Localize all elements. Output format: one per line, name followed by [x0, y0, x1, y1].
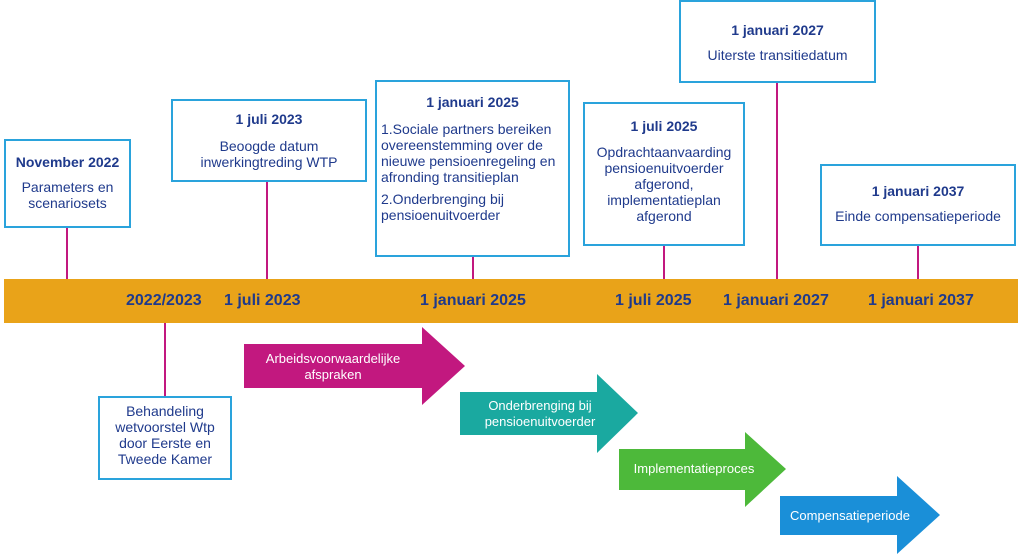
milestone-date: November 2022 — [15, 154, 120, 170]
phase-label-arbeidsvoorwaardelijke: Arbeidsvoorwaardelijke afspraken — [265, 351, 401, 382]
timeline-label-januari-2037: 1 januari 2037 — [868, 292, 974, 309]
milestone-desc-1: 1.Sociale partners bereiken overeenstemming over de nieuwe pensioenregeling en afronding transitieplan — [381, 121, 556, 185]
timeline-label-juli-2025: 1 juli 2025 — [615, 292, 692, 309]
milestone-date: 1 juli 2023 — [235, 111, 303, 127]
milestone-date: 1 januari 2025 — [426, 94, 519, 110]
timeline-label-januari-2027: 1 januari 2027 — [723, 292, 829, 309]
milestone-date: 1 januari 2037 — [871, 183, 965, 199]
phase-label-onderbrenging: Onderbrenging bij pensioenuitvoerder — [484, 398, 596, 429]
milestone-desc: Parameters en scenariosets — [21, 179, 114, 211]
milestone-date: 1 januari 2027 — [731, 22, 824, 38]
timeline-label-2022-2023: 2022/2023 — [126, 292, 202, 309]
milestone-desc: Beoogde datum inwerkingtreding WTP — [200, 138, 338, 170]
timeline-label-juli-2023: 1 juli 2023 — [224, 292, 301, 309]
phase-label-compensatie: Compensatieperiode — [790, 508, 910, 523]
phase-label-implementatie: Implementatieproces — [633, 461, 755, 476]
behandeling-desc: Behandeling wetvoorstel Wtp door Eerste en Tweede Kamer — [115, 403, 215, 467]
milestone-date: 1 juli 2025 — [630, 118, 698, 134]
milestone-desc-2: 2.Onderbrenging bij pensioenuitvoerder — [381, 191, 504, 223]
milestone-desc: Opdrachtaanvaarding pensioenuitvoerder afgerond, implementatieplan afgerond — [596, 144, 732, 224]
milestone-desc: Einde compensatieperiode — [835, 208, 1001, 224]
milestone-desc: Uiterste transitiedatum — [707, 47, 848, 63]
timeline-label-januari-2025: 1 januari 2025 — [420, 292, 526, 309]
